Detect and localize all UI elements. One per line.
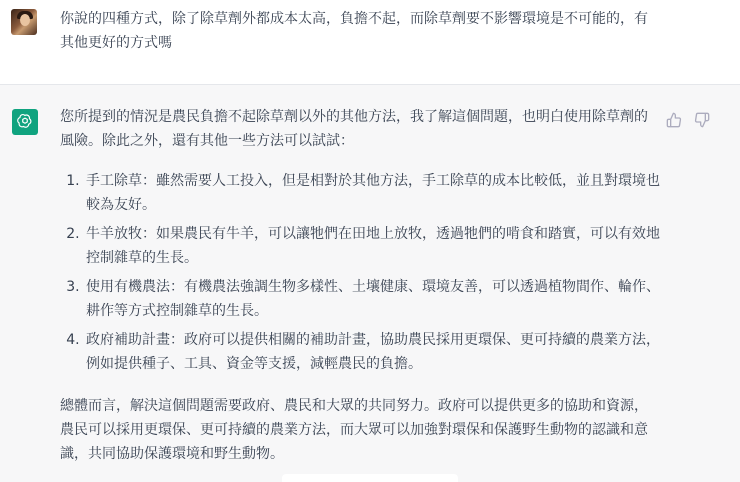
openai-logo-icon: [12, 109, 38, 135]
list-item: 4. 政府補助計畫：政府可以提供相關的補助計畫，協助農民採用更環保、更可持續的農業方法，例如提供種子、工具、資金等支援，減輕農民的負擔。: [84, 328, 660, 376]
method-list: [60, 169, 660, 376]
avatar-face: [20, 14, 30, 26]
list-item: 1. 手工除草：雖然需要人工投入，但是相對於其他方法，手工除草的成本比較低，並且對環境也較為友好。: [84, 169, 660, 217]
input-area-edge: [282, 474, 458, 482]
user-message-row: [0, 0, 740, 85]
assistant-message-row: [0, 85, 740, 482]
user-message-text: 你說的四種方式，除了除草劑外都成本太高，負擔不起，而除草劑要不影響環境是不可能的，有其他更好的方式嗎: [60, 11, 648, 51]
assistant-message-body: [60, 105, 660, 466]
user-avatar: [11, 9, 37, 35]
list-item: 2. 牛羊放牧：如果農民有牛羊，可以讓牠們在田地上放牧，透過牠們的啃食和踏實，可以有效地控制雜草的生長。: [84, 222, 660, 270]
assistant-summary: 總體而言，解決這個問題需要政府、農民和大眾的共同努力。政府可以提供更多的協助和資源，農民可以採用更環保、更可持續的農業方法，而大眾可以加強對環保和保護野生動物的認識和意識，共同協助保護環境和野生動物。: [60, 398, 648, 462]
thumbs-down-icon[interactable]: [694, 112, 710, 128]
feedback-actions: [666, 112, 716, 130]
thumbs-up-icon[interactable]: [666, 112, 682, 128]
list-item: 3. 使用有機農法：有機農法強調生物多樣性、土壤健康、環境友善，可以透過植物間作、輪作、耕作等方式控制雜草的生長。: [84, 275, 660, 323]
assistant-intro: 您所提到的情況是農民負擔不起除草劑以外的其他方法，我了解這個問題，也明白使用除草劑的風險。除此之外，還有其他一些方法可以試試：: [60, 109, 648, 149]
